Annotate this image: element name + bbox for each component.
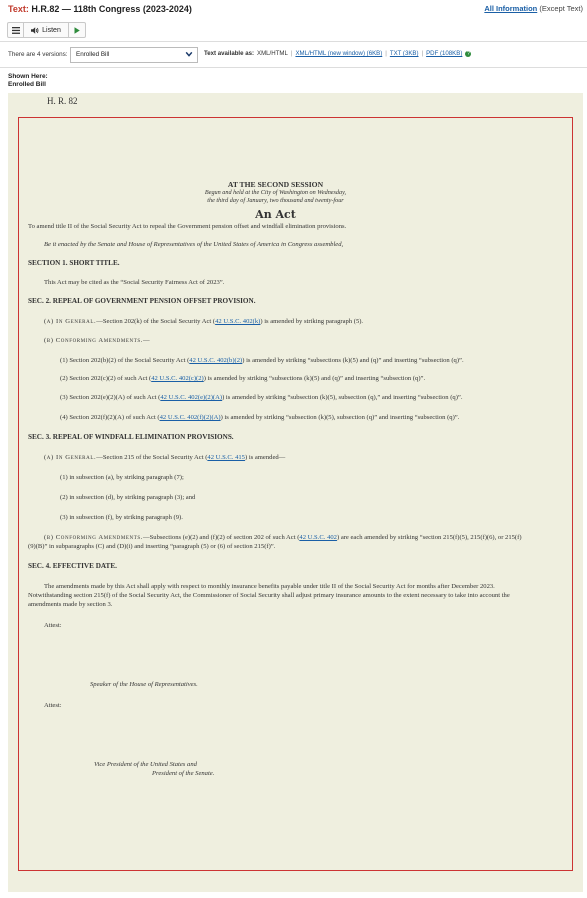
versions-count: There are 4 versions: (8, 50, 68, 58)
text-formats (204, 50, 471, 57)
speaker-icon (31, 27, 39, 34)
top-bar (0, 0, 587, 20)
shown-here (8, 73, 48, 89)
title-label: Text: (8, 4, 29, 14)
format-xml-html-current: XML/HTML (257, 50, 288, 57)
play-button[interactable] (69, 23, 85, 37)
usc-link[interactable]: 42 U.S.C. 402(b)(2) (189, 357, 243, 364)
attest-label: Attest: (44, 622, 62, 629)
attest-label: Attest: (44, 702, 62, 709)
version-select[interactable] (70, 47, 198, 63)
speaker-signature-line: Speaker of the House of Representatives. (90, 681, 198, 688)
shown-here-label: Shown Here: (8, 73, 48, 80)
section-2-b-2: (2) Section 202(c)(2) of such Act (42 U.S.C. 402(c)(2)) is amended by striking “subsections (k)(5) and (q)” and inserting “subsection (q)”. (60, 375, 426, 382)
section-3-a-1: (1) in subsection (a), by striking paragraph (7); (60, 474, 184, 481)
usc-link[interactable]: 42 U.S.C. 402 (299, 534, 337, 541)
version-select-value: Enrolled Bill (76, 51, 110, 58)
section-3-a-3: (3) in subsection (f), by striking paragraph (9). (60, 514, 183, 521)
usc-link[interactable]: 42 U.S.C. 402(f)(2)(A) (159, 414, 221, 421)
section-2-b-1: (1) Section 202(b)(2) of the Social Security Act (42 U.S.C. 402(b)(2)) is amended by striking “subsections (k)(5) and (q)” and inserting “subsection (q)”. (60, 357, 464, 364)
toolbar (7, 22, 86, 38)
menu-button[interactable] (8, 23, 24, 37)
format-txt-link[interactable]: TXT (3KB) (389, 50, 419, 57)
listen-label: Listen (42, 26, 61, 34)
divider (0, 41, 587, 42)
usc-link[interactable]: 42 U.S.C. 402(k) (215, 318, 261, 325)
divider (0, 67, 587, 68)
play-icon (74, 27, 80, 34)
bill-purpose: To amend title II of the Social Security Act to repeal the Government pension offset and windfall elimination provisions. (28, 223, 347, 230)
vice-president-signature-line: Vice President of the United States and (94, 761, 197, 768)
usc-link[interactable]: 42 U.S.C. 402(c)(2) (151, 375, 204, 382)
format-pdf-link[interactable]: PDF (108KB) (426, 50, 463, 57)
usc-link[interactable]: 42 U.S.C. 402(e)(2)(A) (160, 394, 223, 401)
all-information (484, 4, 583, 13)
enacting-clause: Be it enacted by the Senate and House of Representatives of the United States of America in Congress assembled, (44, 241, 344, 248)
section-4-text: The amendments made by this Act shall apply with respect to monthly insurance benefits payable under title II of the Social Security Act for months after December 2023. Notwithstanding section 215(f) of the Social Security Act, the Commissioner of Social Security shall adjust primary insurance amounts to the extent necessary to take into account the amendments made by section 3. (28, 583, 510, 608)
section-4-heading: SEC. 4. EFFECTIVE DATE. (28, 562, 117, 570)
all-information-link[interactable]: All Information (484, 4, 538, 13)
section-2-b-4: (4) Section 202(f)(2)(A) of such Act (42 U.S.C. 402(f)(2)(A)) is amended by striking “subsection (k)(5), subsection (q)” and inserting “subsection (q)”. (60, 414, 460, 421)
listen-button[interactable] (24, 23, 69, 37)
president-of-senate-line: President of the Senate. (152, 770, 215, 777)
format-xml-html-new-window-link[interactable]: XML/HTML (new window) (6KB) (295, 50, 383, 57)
section-1-text: This Act may be cited as the “Social Security Fairness Act of 2023”. (44, 279, 225, 286)
all-information-note: (Except Text) (539, 4, 583, 13)
section-2-b-3: (3) Section 202(e)(2)(A) of such Act (42 U.S.C. 402(e)(2)(A)) is amended by striking “subsection (k)(5), subsection (q),” and inserting “subsection (q)”. (60, 394, 463, 401)
bill-text (28, 180, 523, 778)
usc-link[interactable]: 42 U.S.C. 415 (207, 454, 245, 461)
begun-line-1: Begun and held at the City of Washington on Wednesday, (204, 189, 347, 196)
format-separator: | (421, 50, 424, 57)
begun-line-2: the third day of January, two thousand and twenty-four (207, 197, 344, 204)
section-3-heading: SEC. 3. REPEAL OF WINDFALL ELIMINATION PROVISIONS. (28, 433, 234, 441)
help-icon[interactable]: ? (466, 50, 470, 57)
title-text: H.R.82 — 118th Congress (2023-2024) (31, 4, 192, 14)
section-1-heading: SECTION 1. SHORT TITLE. (28, 259, 120, 267)
section-3-a-2: (2) in subsection (d), by striking paragraph (3); and (60, 494, 196, 501)
shown-here-value: Enrolled Bill (8, 81, 46, 88)
an-act-heading: An Act (255, 208, 296, 221)
format-separator: | (385, 50, 387, 57)
bill-number: H. R. 82 (47, 96, 78, 106)
section-2-a: (a) In General.—Section 202(k) of the Social Security Act (42 U.S.C. 402(k)) is amended by striking paragraph (5). (44, 318, 364, 325)
section-2-b: (b) Conforming Amendments.— (44, 337, 150, 344)
formats-label: Text available as: (204, 50, 255, 57)
page-title (8, 4, 192, 14)
format-separator: | (290, 50, 293, 57)
hamburger-menu-icon (12, 27, 20, 34)
session-heading: AT THE SECOND SESSION (227, 180, 324, 189)
section-2-heading: SEC. 2. REPEAL OF GOVERNMENT PENSION OFFSET PROVISION. (28, 297, 256, 305)
section-3-b: (b) Conforming Amendments.—Subsections (e)(2) and (f)(2) of section 202 of such Act (42 U.S.C. 402) are each amended by striking “section 215(f)(5), 215(f)(6), or 215(f)(9)(B)” in subparagraphs (C) and (D)(i) and inserting “paragraph (5) or (6) of section 215(f)”. (28, 534, 522, 550)
chevron-down-icon (185, 50, 193, 58)
section-3-a: (a) In General.—Section 215 of the Social Security Act (42 U.S.C. 415) is amended— (44, 454, 286, 461)
